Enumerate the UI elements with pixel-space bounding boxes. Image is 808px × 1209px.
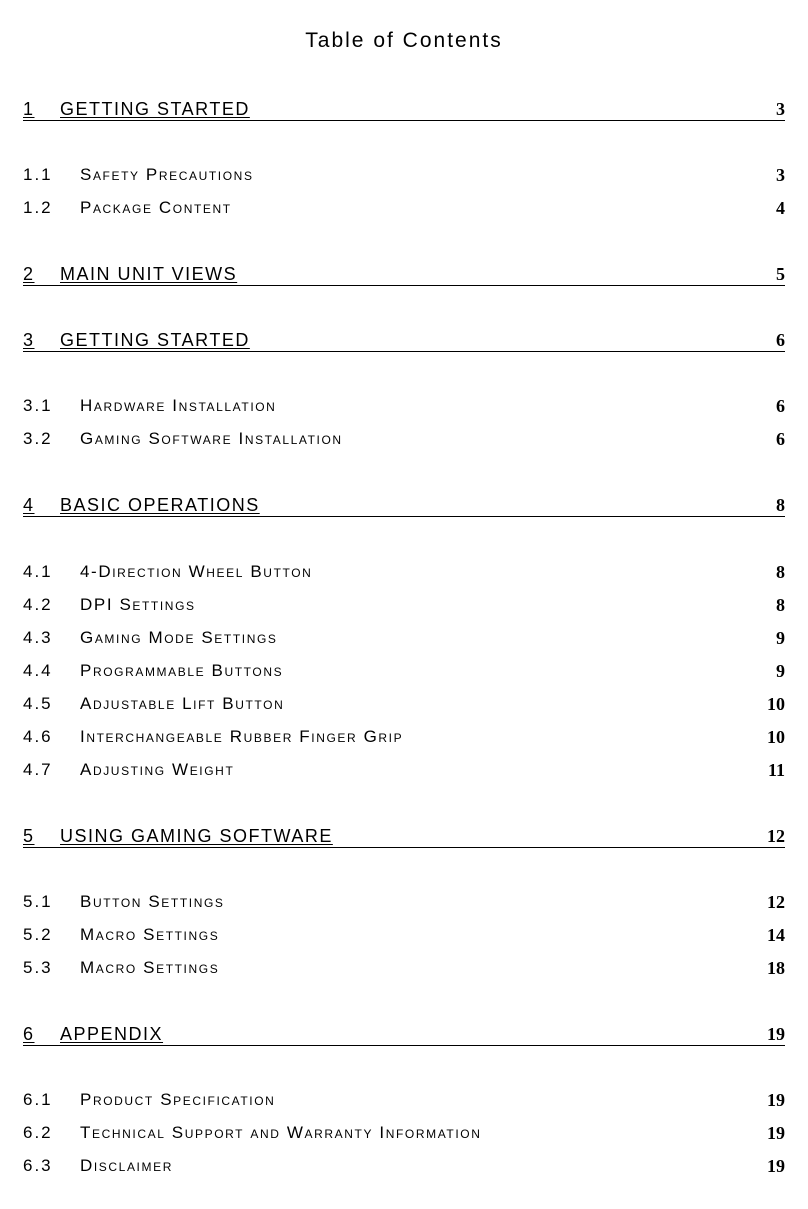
subsection-number: 6.1 — [23, 1090, 53, 1109]
toc-subsection-5-3[interactable] — [23, 956, 785, 980]
subsection-title: Safety Precautions — [80, 165, 254, 184]
toc-section-5[interactable] — [23, 823, 785, 848]
subsection-title: DPI Settings — [80, 595, 196, 614]
page-title: Table of Contents — [305, 29, 503, 52]
subsection-page-number: 18 — [767, 958, 785, 978]
subsection-page-number: 8 — [776, 562, 785, 582]
subsection-page-number: 19 — [767, 1090, 785, 1110]
subsection-title: Package Content — [80, 198, 232, 217]
subsection-title: Disclaimer — [80, 1156, 173, 1175]
subsection-number: 1.1 — [23, 165, 53, 184]
section-title: USING GAMING SOFTWARE — [60, 826, 333, 846]
section-page-number: 8 — [776, 495, 785, 515]
subsection-number: 4.3 — [23, 628, 53, 647]
subsection-page-number: 8 — [776, 595, 785, 615]
toc-subsection-3-2[interactable] — [23, 427, 785, 451]
subsection-number: 4.5 — [23, 694, 53, 713]
toc-section-3[interactable] — [23, 327, 785, 352]
toc-subsection-4-2[interactable] — [23, 593, 785, 617]
subsection-title: Macro Settings — [80, 925, 220, 944]
subsection-title: Adjustable Lift Button — [80, 694, 285, 713]
subsection-title: Hardware Installation — [80, 396, 277, 415]
section-number: 1 — [23, 99, 35, 119]
subsection-page-number: 10 — [767, 727, 785, 747]
section-number: 6 — [23, 1024, 35, 1044]
subsection-number: 6.3 — [23, 1156, 53, 1175]
toc-subsection-4-1[interactable] — [23, 560, 785, 584]
subsection-number: 3.2 — [23, 429, 53, 448]
toc-subsection-4-5[interactable] — [23, 692, 785, 716]
subsection-number: 6.2 — [23, 1123, 53, 1142]
subsection-number: 4.7 — [23, 760, 53, 779]
toc-section-1[interactable] — [23, 96, 785, 121]
subsection-page-number: 6 — [776, 429, 785, 449]
section-number: 3 — [23, 330, 35, 350]
subsection-page-number: 14 — [767, 925, 785, 945]
section-number: 4 — [23, 495, 35, 515]
subsection-number: 5.2 — [23, 925, 53, 944]
toc-subsection-1-2[interactable] — [23, 196, 785, 220]
section-title: MAIN UNIT VIEWS — [60, 264, 238, 284]
section-number: 2 — [23, 264, 35, 284]
section-page-number: 12 — [767, 826, 785, 846]
toc-subsection-6-2[interactable] — [23, 1121, 785, 1145]
toc-subsection-6-1[interactable] — [23, 1088, 785, 1112]
subsection-title: Macro Settings — [80, 958, 220, 977]
toc-subsection-4-7[interactable] — [23, 758, 785, 782]
subsection-title: 4-Direction Wheel Button — [80, 562, 313, 581]
subsection-number: 5.3 — [23, 958, 53, 977]
section-title: GETTING STARTED — [60, 330, 250, 350]
subsection-number: 5.1 — [23, 892, 53, 911]
subsection-title: Adjusting Weight — [80, 760, 235, 779]
toc-subsection-4-4[interactable] — [23, 659, 785, 683]
subsection-page-number: 4 — [776, 198, 785, 218]
toc-subsection-4-3[interactable] — [23, 626, 785, 650]
toc-subsection-3-1[interactable] — [23, 394, 785, 418]
toc-section-4[interactable] — [23, 492, 785, 517]
subsection-page-number: 9 — [776, 661, 785, 681]
subsection-number: 4.6 — [23, 727, 53, 746]
section-title: BASIC OPERATIONS — [60, 495, 260, 515]
subsection-title: Programmable Buttons — [80, 661, 284, 680]
subsection-page-number: 19 — [767, 1156, 785, 1176]
toc-subsection-1-1[interactable] — [23, 163, 785, 187]
subsection-number: 3.1 — [23, 396, 53, 415]
subsection-page-number: 3 — [776, 165, 785, 185]
toc-section-2[interactable] — [23, 261, 785, 286]
subsection-number: 4.2 — [23, 595, 53, 614]
toc-subsection-5-1[interactable] — [23, 890, 785, 914]
subsection-title: Gaming Mode Settings — [80, 628, 278, 647]
toc-subsection-5-2[interactable] — [23, 923, 785, 947]
section-number: 5 — [23, 826, 35, 846]
section-page-number: 6 — [776, 330, 785, 350]
subsection-page-number: 11 — [767, 760, 785, 780]
subsection-number: 1.2 — [23, 198, 53, 217]
toc-section-6[interactable] — [23, 1021, 785, 1046]
section-page-number: 5 — [776, 264, 785, 284]
toc-subsection-6-3[interactable] — [23, 1154, 785, 1178]
section-page-number: 3 — [776, 99, 785, 119]
toc-subsection-4-6[interactable] — [23, 725, 785, 749]
subsection-page-number: 12 — [767, 892, 785, 912]
subsection-page-number: 9 — [776, 628, 785, 648]
subsection-title: Button Settings — [80, 892, 225, 911]
section-title: GETTING STARTED — [60, 99, 250, 119]
subsection-title: Gaming Software Installation — [80, 429, 343, 448]
subsection-number: 4.1 — [23, 562, 53, 581]
subsection-number: 4.4 — [23, 661, 53, 680]
subsection-title: Product Specification — [80, 1090, 276, 1109]
subsection-page-number: 6 — [776, 396, 785, 416]
subsection-title: Interchangeable Rubber Finger Grip — [80, 727, 404, 746]
subsection-page-number: 19 — [767, 1123, 785, 1143]
section-page-number: 19 — [767, 1024, 785, 1044]
subsection-title: Technical Support and Warranty Information — [80, 1123, 482, 1142]
subsection-page-number: 10 — [767, 694, 785, 714]
section-title: APPENDIX — [60, 1024, 164, 1044]
